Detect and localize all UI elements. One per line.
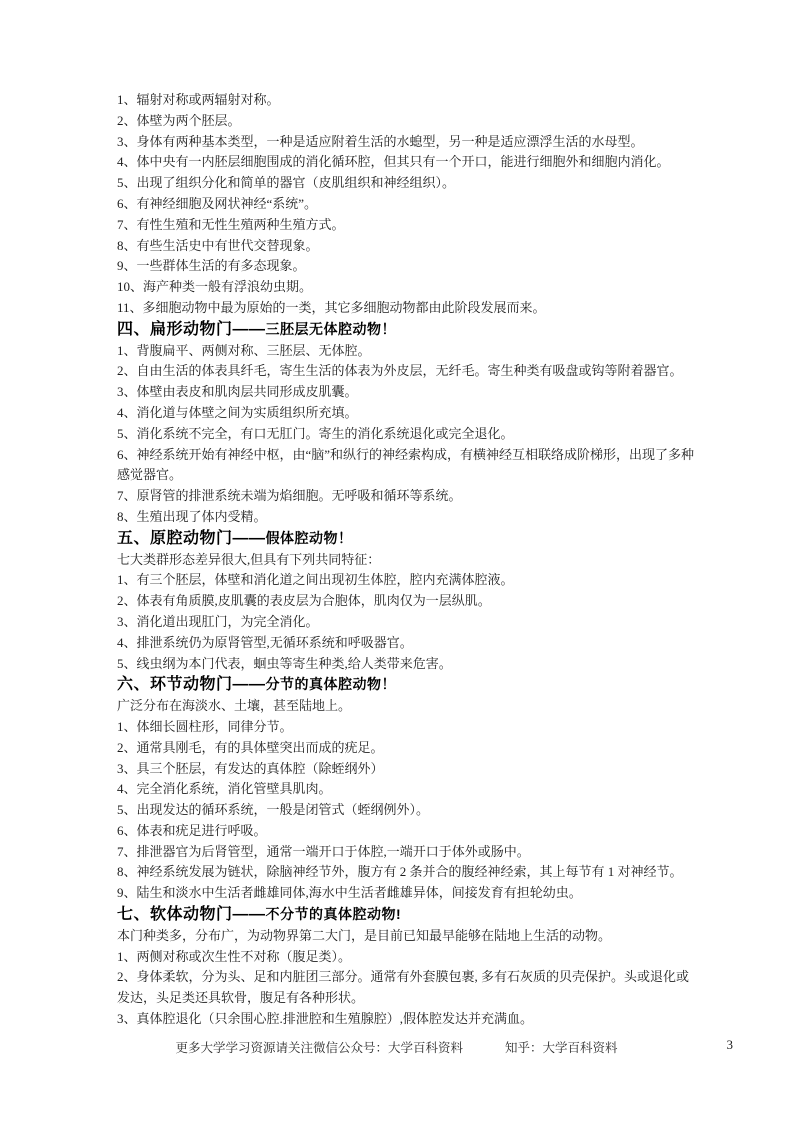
section-heading-sub: 分节的真体腔动物！ xyxy=(265,676,397,693)
list-item: 8、生殖出现了体内受精。 xyxy=(117,508,267,524)
list-item: 4、消化道与体壁之间为实质组织所充填。 xyxy=(117,404,358,420)
list-item: 7、有性生殖和无性生殖两种生殖方式。 xyxy=(117,216,345,232)
page-body xyxy=(117,90,695,1030)
list-item: 7、排泄器官为后肾管型，通常一端开口于体腔,一端开口于体外或肠中。 xyxy=(117,843,530,859)
section-heading-main: 七、软体动物门—— xyxy=(117,906,266,924)
list-item: 11、多细胞动物中最为原始的一类，其它多细胞动物都由此阶段发展而来。 xyxy=(117,299,546,315)
list-item: 1、两侧对称或次生性不对称（腹足类）。 xyxy=(117,948,352,964)
footer-zhihu-text: 知乎：大学百科资料 xyxy=(505,1041,618,1055)
list-item: 3、真体腔退化（只余围心腔.排泄腔和生殖腺腔）,假体腔发达并充满血。 xyxy=(117,1011,534,1027)
section-heading-sub: 不分节的真体腔动物! xyxy=(265,906,402,923)
list-item: 5、出现发达的循环系统，一般是闭管式（蛭纲例外）。 xyxy=(117,802,430,818)
list-item: 2、身体柔软，分为头、足和内脏团三部分。通常有外套膜包裹, 多有石灰质的贝壳保护。头或退化或发达，头足类还具软骨，腹足有各种形状。 xyxy=(117,969,690,1006)
footer-wechat-text: 更多大学学习资源请关注微信公众号：大学百科资料 xyxy=(175,1041,463,1055)
section-heading-pseudocoelomates xyxy=(117,528,695,550)
list-item: 2、自由生活的体表具纤毛，寄生生活的体表为外皮层，无纤毛。寄生种类有吸盘或钩等附着器官。 xyxy=(117,363,683,379)
section-heading-mollusca xyxy=(117,904,695,926)
list-item: 2、体表有角质膜,皮肌囊的表皮层为合胞体，肌肉仅为一层纵肌。 xyxy=(117,593,491,609)
section-heading-sub: 假体腔动物！ xyxy=(265,529,353,546)
list-item: 1、有三个胚层，体壁和消化道之间出现初生体腔，腔内充满体腔液。 xyxy=(117,572,514,588)
list-item: 6、体表和疣足进行呼吸。 xyxy=(117,822,267,838)
list-item: 1、辐射对称或两辐射对称。 xyxy=(117,92,280,107)
list-item: 6、神经系统开始有神经中枢，由“脑”和纵行的神经索构成，有横神经互相联络成阶梯形，出现了多种感觉器官。 xyxy=(117,446,695,483)
list-item: 6、有神经细胞及网状神经“系统”。 xyxy=(117,195,318,211)
section-heading-main: 四、扁形动物门—— xyxy=(117,320,266,338)
section-heading-main: 五、原腔动物门—— xyxy=(117,529,266,547)
page-footer xyxy=(0,1038,793,1056)
list-item: 8、有些生活史中有世代交替现象。 xyxy=(117,237,319,253)
list-item: 1、背腹扁平、两侧对称、三胚层、无体腔。 xyxy=(117,342,371,358)
list-item: 4、排泄系统仍为原肾管型,无循环系统和呼吸器官。 xyxy=(117,634,413,650)
section-intro: 七大类群形态差异很大,但具有下列共同特征： xyxy=(117,551,381,567)
list-item: 3、消化道出现肛门，为完全消化。 xyxy=(117,613,319,629)
list-item: 3、身体有两种基本类型，一种是适应附着生活的水螅型，另一种是适应漂浮生活的水母型。 xyxy=(117,133,644,149)
list-item: 4、体中央有一内胚层细胞围成的消化循环腔，但其只有一个开口，能进行细胞外和细胞内消化。 xyxy=(117,154,670,170)
section-heading-main: 六、环节动物门—— xyxy=(117,676,266,694)
list-item: 5、出现了组织分化和简单的器官（皮肌组织和神经组织）。 xyxy=(117,175,456,191)
list-item: 7、原肾管的排泄系统未端为焰细胞。无呼吸和循环等系统。 xyxy=(117,488,462,504)
list-item: 9、陆生和淡水中生活者雌雄同体,海水中生活者雌雄异体，间接发育有担轮幼虫。 xyxy=(117,885,582,901)
section-heading-annelida xyxy=(117,674,695,696)
section-heading-platyhelminthes xyxy=(117,319,695,341)
list-item: 2、体壁为两个胚层。 xyxy=(117,112,241,128)
section-intro: 本门种类多，分布广，为动物界第二大门，是目前已知最早能够在陆地上生活的动物。 xyxy=(117,927,612,943)
section-intro: 广泛分布在海淡水、土壤，甚至陆地上。 xyxy=(117,698,352,714)
list-item: 10、海产种类一般有浮浪幼虫期。 xyxy=(117,279,313,295)
section-heading-sub: 三胚层无体腔动物！ xyxy=(265,320,397,337)
list-item: 8、神经系统发展为链状，除脑神经节外，腹方有 2 条并合的腹经神经索，其上每节有 1 对神经节。 xyxy=(117,864,683,880)
list-item: 2、通常具刚毛，有的具体壁突出而成的疣足。 xyxy=(117,739,384,755)
list-item: 3、体壁由表皮和肌肉层共同形成皮肌囊。 xyxy=(117,384,358,400)
list-item: 9、一些群体生活的有多态现象。 xyxy=(117,258,306,274)
list-item: 1、体细长圆柱形，同律分节。 xyxy=(117,718,293,734)
list-item: 5、消化系统不完全，有口无肛门。寄生的消化系统退化或完全退化。 xyxy=(117,425,514,441)
list-item: 4、完全消化系统，消化管壁具肌肉。 xyxy=(117,781,332,797)
list-item: 5、线虫纲为本门代表，蛔虫等寄生种类,给人类带来危害。 xyxy=(117,655,452,671)
page-number: 3 xyxy=(726,1037,733,1052)
list-item: 3、具三个胚层，有发达的真体腔（除蛭纲外） xyxy=(117,760,384,776)
